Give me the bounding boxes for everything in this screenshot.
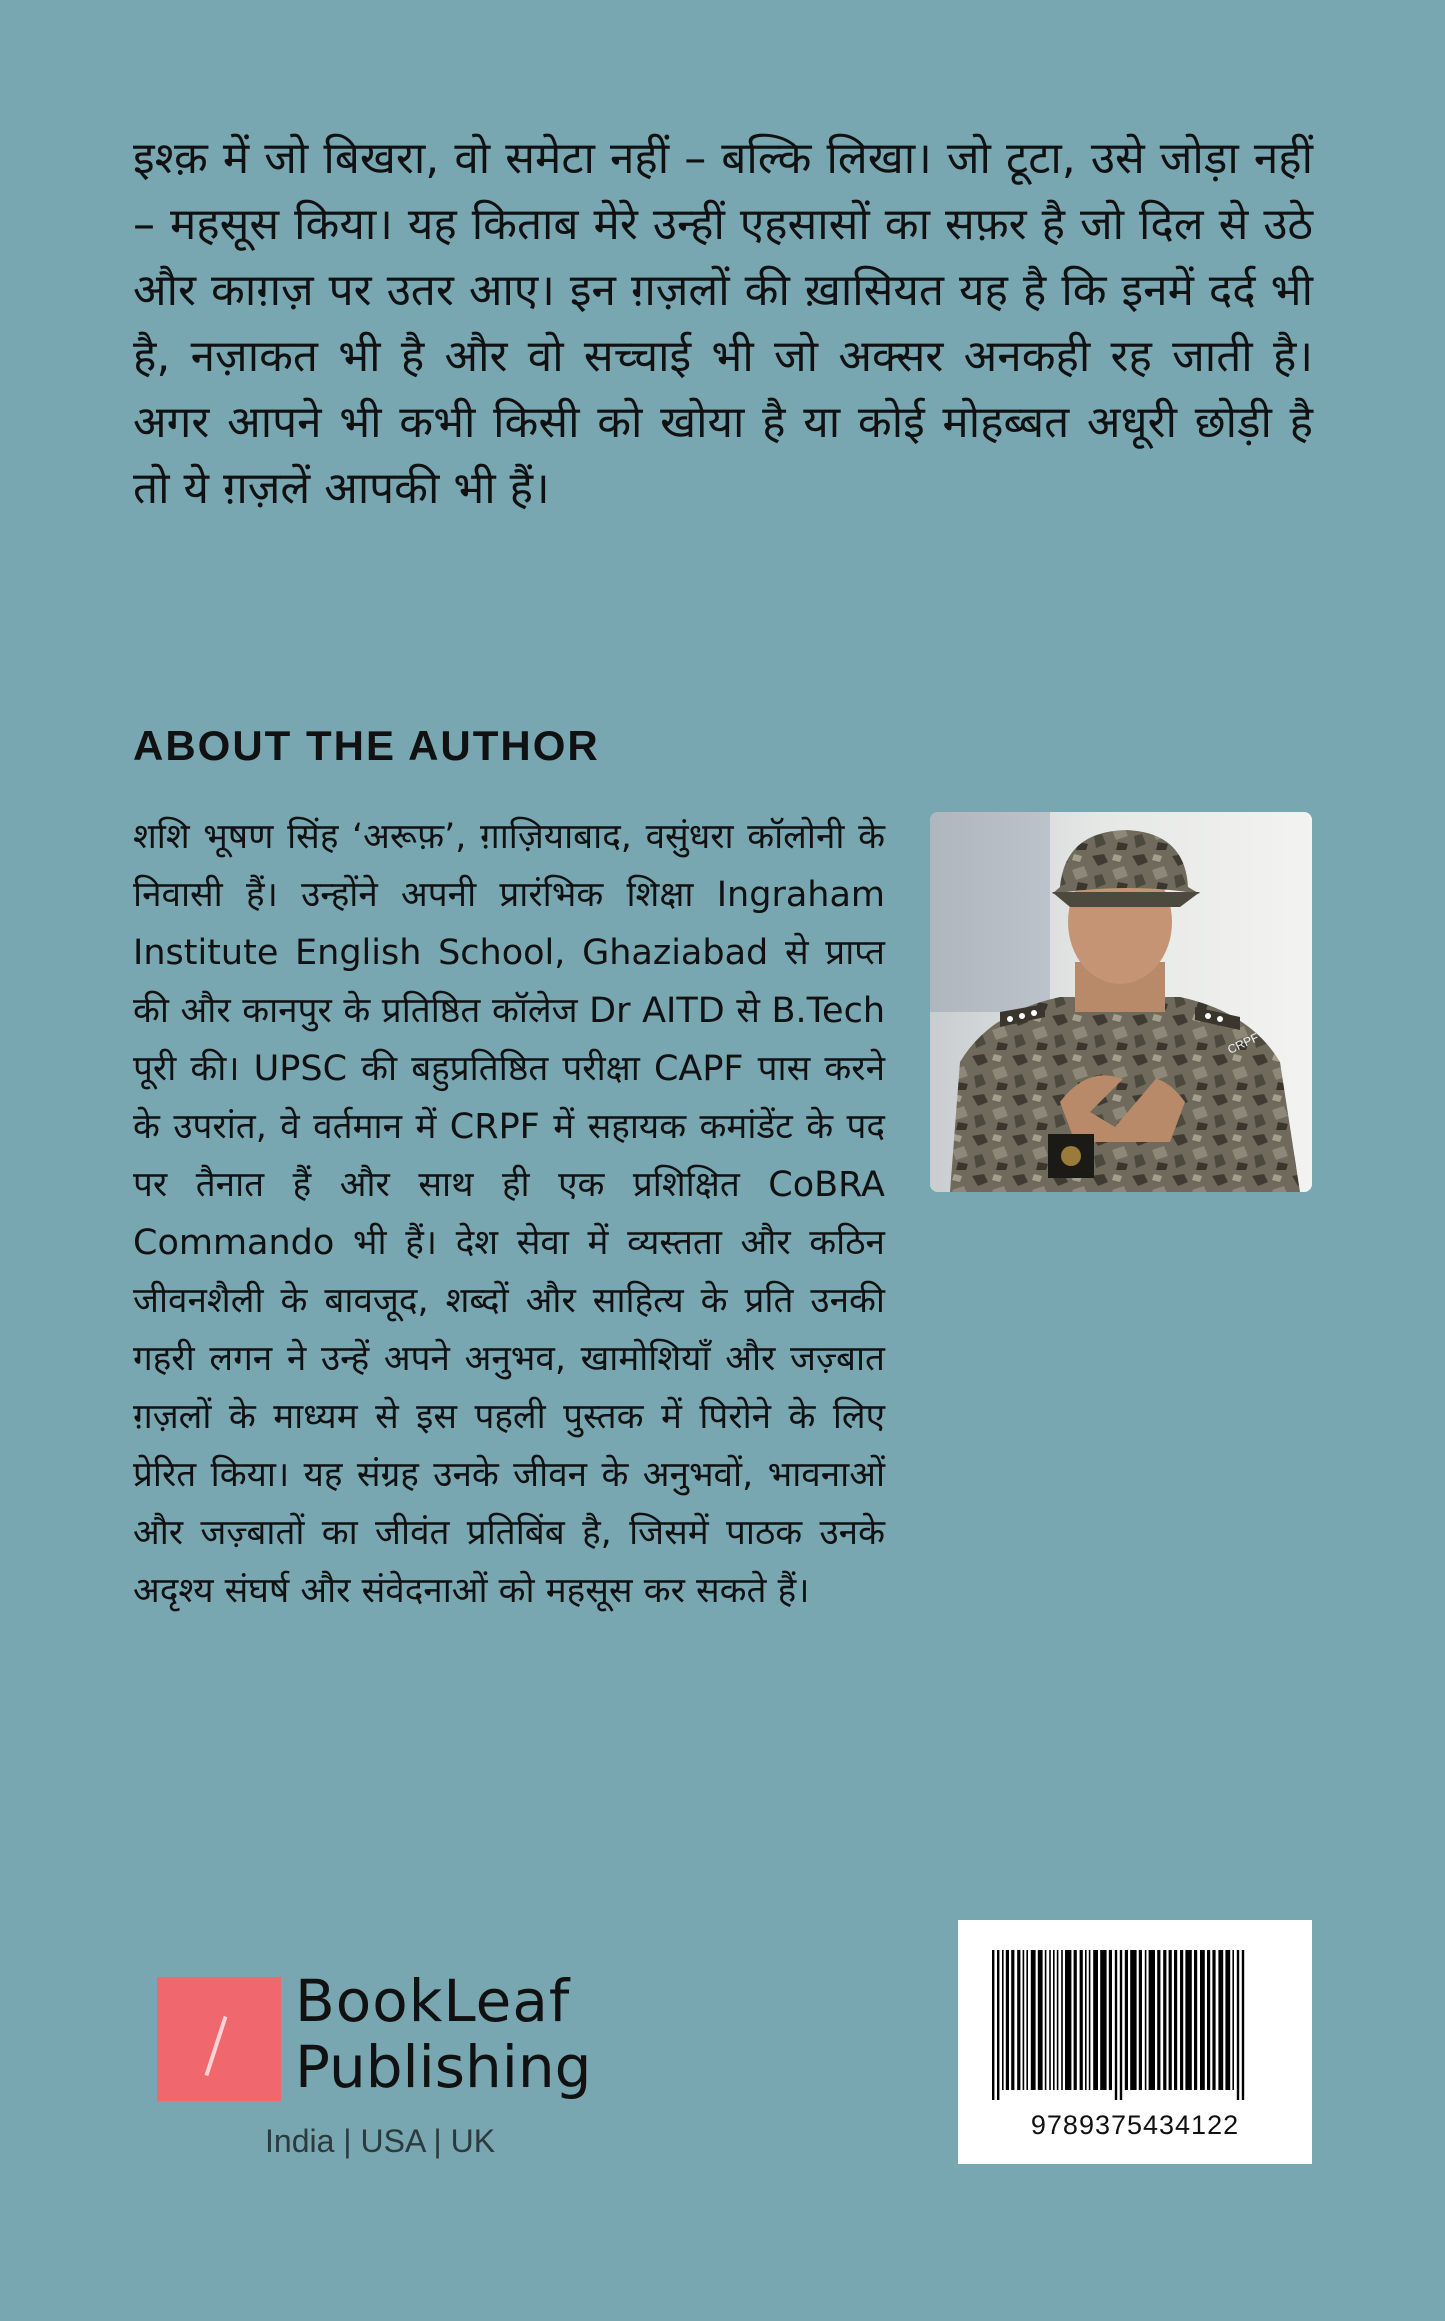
barcode-bar [1038, 1950, 1043, 2090]
barcode-bar [1100, 1950, 1106, 2090]
barcode-bar [1174, 1950, 1177, 2090]
isbn-barcode [958, 1920, 1312, 2164]
barcode-bar [1180, 1950, 1183, 2090]
barcode-bar [1057, 1950, 1059, 2090]
bookleaf-logo-icon [157, 1977, 281, 2101]
barcode-guard-bar [1115, 1950, 1117, 2100]
barcode-bar [1169, 1950, 1172, 2090]
publisher-name-line1: BookLeaf [295, 1967, 571, 2035]
barcode-bar [1074, 1950, 1077, 2090]
barcode-bar [1200, 1950, 1205, 2090]
barcode-bar [1017, 1950, 1020, 2090]
author-portrait-icon [930, 812, 1312, 1192]
barcode-bar [1185, 1950, 1191, 2090]
barcode-guard-bar [992, 1950, 994, 2100]
barcode-bar [1080, 1950, 1083, 2090]
author-bio: शशि भूषण सिंह ‘अरूफ़’, ग़ाज़ियाबाद, वसुंधरा कॉलोनी के निवासी हैं। उन्होंने अपनी प्रारंभिक शिक्षा Ingraham Institute English School, Ghaziabad से प्राप्त की और कानपुर के प्रतिष्ठित कॉलेज Dr AITD से B.Tech पूरी की। UPSC की बहुप्रतिष्ठित परीक्षा CAPF पास करने के उपरांत, वे वर्तमान में CRPF में सहायक कमांडेंट के पद पर तैनात हैं और साथ ही एक प्रशिक्षित CoBRA Commando भी हैं। देश सेवा में व्यस्तता और कठिन जीवनशैली के बावजूद, शब्दों और साहित्य के प्रति उनकी गहरी लगन ने उन्हें अपने अनुभव, खामोशियाँ और जज़्बात ग़ज़लों के माध्यम से इस पहली पुस्तक में पिरोने के लिए प्रेरित किया। यह संग्रह उनके जीवन के अनुभवों, भावनाओं और जज़्बातों का जीवंत प्रतिबिंब है, जिसमें पाठक उनके अदृश्य संघर्ष और संवेदनाओं को महसूस कर सकते हैं। [133, 817, 885, 1611]
barcode-bar [1194, 1950, 1197, 2090]
barcode-bar [1049, 1950, 1051, 2090]
barcode-bar [1061, 1950, 1063, 2090]
barcode-bar [1212, 1950, 1215, 2090]
barcode-bar [1011, 1950, 1014, 2090]
logo-slash-icon [205, 2016, 228, 2076]
barcode-guard-bar [997, 1950, 999, 2100]
barcode-bar [1145, 1950, 1147, 2090]
barcode-bar [1225, 1950, 1230, 2090]
barcode-bar [1163, 1950, 1166, 2090]
publisher-name-line2: Publishing [295, 2033, 592, 2101]
barcode-bar [1085, 1950, 1087, 2090]
isbn-number: 9789375434122 [1030, 2110, 1240, 2140]
barcode-bar [1031, 1950, 1036, 2090]
barcode-guard-bar [1237, 1950, 1239, 2100]
barcode-guard-bar [1242, 1950, 1244, 2100]
barcode-bar [1130, 1950, 1136, 2090]
publisher-logo [157, 1967, 627, 2167]
barcode-bar [1002, 1950, 1004, 2090]
barcode-bar [1125, 1950, 1128, 2090]
barcode-bar [1089, 1950, 1091, 2090]
publisher-regions: India | USA | UK [265, 2123, 496, 2159]
barcode-bar [1139, 1950, 1142, 2090]
barcode-icon [988, 1950, 1282, 2100]
barcode-bar [1157, 1950, 1160, 2090]
barcode-bar [1045, 1950, 1047, 2090]
barcode-bar [1053, 1950, 1055, 2090]
book-blurb: इश्क़ में जो बिखरा, वो समेटा नहीं – बल्कि लिखा। जो टूटा, उसे जोड़ा नहीं – महसूस किया। यह किताब मेरे उन्हीं एहसासों का सफ़र है जो दिल से उठे और काग़ज़ पर उतर आए। इन ग़ज़लों की ख़ासियत यह है कि इनमें दर्द भी है, नज़ाकत भी है और वो सच्चाई भी जो अक्सर अनकही रह जाती है। अगर आपने भी कभी किसी को खोया है या कोई मोहब्बत अधूरी छोड़ी है तो ये ग़ज़लें आपकी भी हैं। [133, 133, 1313, 514]
barcode-bar [1109, 1950, 1112, 2090]
about-author-heading: ABOUT THE AUTHOR [133, 722, 600, 769]
barcode-bar [1207, 1950, 1210, 2090]
barcode-bar [1218, 1950, 1223, 2090]
barcode-bar [1026, 1950, 1028, 2090]
author-photo [930, 812, 1312, 1192]
barcode-bar [1006, 1950, 1009, 2090]
barcode-bar [1065, 1950, 1071, 2090]
barcode-guard-bar [1120, 1950, 1122, 2100]
barcode-bar [1023, 1950, 1025, 2090]
barcode-bar [1149, 1950, 1155, 2090]
photo-badge-text: CRPF [1225, 1030, 1261, 1057]
barcode-bar [1093, 1950, 1098, 2090]
barcode-bar [1232, 1950, 1234, 2090]
